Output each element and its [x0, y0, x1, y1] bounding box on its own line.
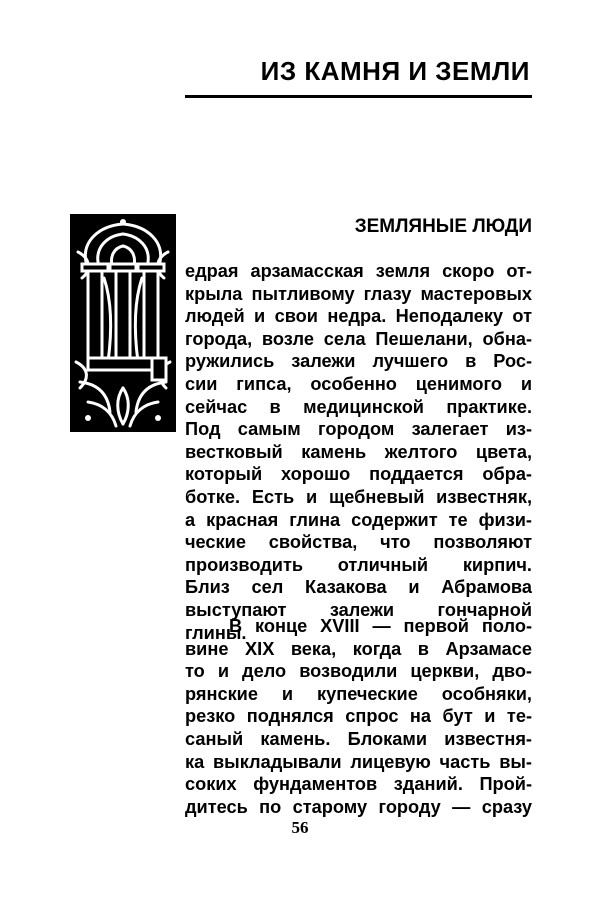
- paragraph-1: [185, 260, 532, 644]
- text-line: производить отличный кирпич.: [185, 554, 532, 575]
- text-line: Под самым городом залегает из-: [185, 419, 532, 440]
- text-line: ка выкладывали лицевую часть вы-: [185, 751, 532, 772]
- text-line: рянские и купеческие особняки,: [185, 683, 532, 704]
- section-title: ЗЕМЛЯНЫЕ ЛЮДИ: [354, 216, 532, 237]
- ornamental-initial-shcha-icon: [68, 212, 178, 434]
- text-line: едрая арзамасская земля скоро от-: [185, 261, 532, 281]
- text-line: выступают залежи гончарной: [185, 599, 532, 620]
- text-line: а красная глина содержит те физи-: [185, 509, 532, 530]
- text-line: саный камень. Блоками известня-: [185, 728, 532, 749]
- text-line: города, возле села Пешелани, обна-: [185, 328, 532, 349]
- text-line: сии гипса, особенно ценимого и: [185, 373, 532, 394]
- chapter-title: ИЗ КАМНЯ И ЗЕМЛИ: [260, 56, 530, 86]
- text-line: ческие свойства, что позволяют: [185, 532, 532, 553]
- text-line: сейчас в медицинской практике.: [185, 396, 532, 417]
- title-rule: [185, 95, 532, 98]
- page-number: 56: [291, 818, 309, 837]
- text-line: вине XIX века, когда в Арзамасе: [185, 638, 532, 659]
- text-line: глины.: [185, 622, 247, 643]
- text-line: Близ сел Казакова и Абрамова: [185, 577, 532, 598]
- text-line: ботке. Есть и щебневый известняк,: [185, 486, 532, 507]
- text-line: людей и свои недра. Неподалеку от: [185, 306, 532, 327]
- text-line: вестковый камень желтого цвета,: [185, 441, 532, 462]
- text-line: ружились залежи лучшего в Рос-: [185, 351, 532, 372]
- text-line: В конце XVIII — первой поло-: [229, 616, 532, 636]
- text-line: крыла пытливому глазу мастеровых: [185, 283, 532, 304]
- text-line: дитесь по старому городу — сразу: [185, 796, 532, 817]
- text-line: то и дело возводили церкви, дво-: [185, 661, 532, 682]
- paragraph-2: [185, 615, 532, 818]
- text-line: который хорошо поддается обра-: [185, 464, 532, 485]
- text-line: соких фундаментов зданий. Прой-: [185, 774, 532, 795]
- text-line: резко поднялся спрос на бут и те-: [185, 706, 532, 727]
